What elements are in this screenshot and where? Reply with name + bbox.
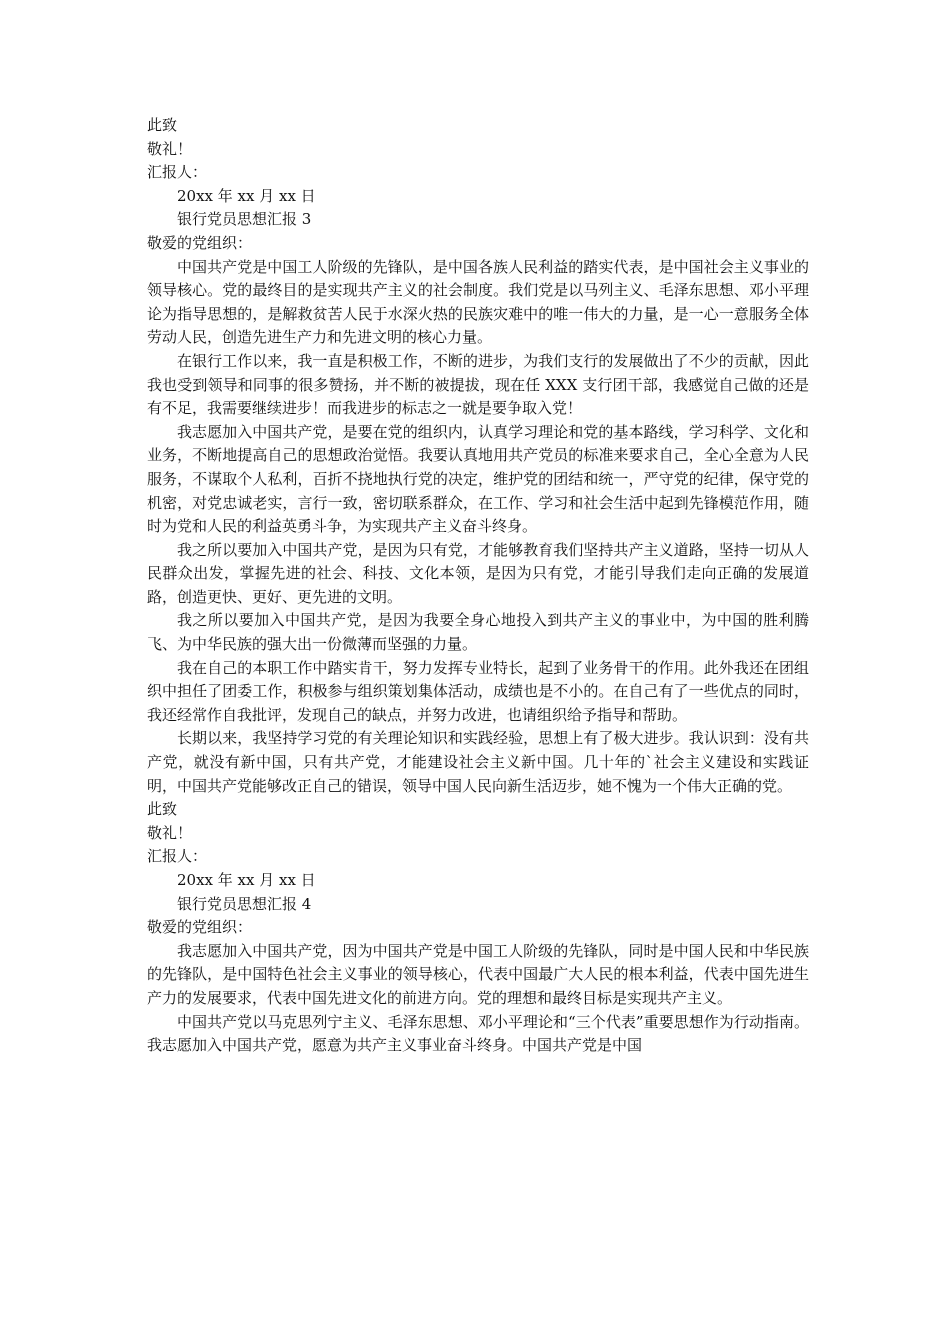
paragraph: 我在自己的本职工作中踏实肯干，努力发挥专业特长，起到了业务骨干的作用。此外我还在团组织中担任了团委工作，积极参与组织策划集体活动，成绩也是不小的。在自己有了一些优点的同时，我还经常作自我批评，发现自己的缺点，并努力改进，也请组织给予指导和帮助。 [147, 658, 809, 724]
closing-salute-2: 敬礼！ [147, 823, 193, 842]
paragraph: 长期以来，我坚持学习党的有关理论知识和实践经验，思想上有了极大进步。我认识到：没有共产党，就没有新中国，只有共产党，才能建设社会主义新中国。几十年的`社会主义建设和实践证明，中国共产党能够改正自己的错误，领导中国人民向新生活迈步，她不愧为一个伟大正确的党。 [147, 729, 809, 795]
closing-salute-1: 此致 [147, 800, 178, 819]
paragraph: 我之所以要加入中国共产党，是因为只有党，才能够教育我们坚持共产主义道路，坚持一切从人民群众出发，掌握先进的社会、科技、文化本领，是因为只有党，才能引导我们走向正确的发展道路，创造更快、更好、更先进的文明。 [147, 540, 809, 606]
report-date: 20xx 年 xx 月 xx 日 [177, 186, 316, 205]
greeting: 敬爱的党组织： [147, 918, 253, 937]
greeting: 敬爱的党组织： [147, 233, 253, 252]
section-title: 银行党员思想汇报 4 [177, 894, 312, 913]
paragraph: 我之所以要加入中国共产党，是因为我要全身心地投入到共产主义的事业中，为中国的胜利腾飞、为中华民族的强大出一份微薄而坚强的力量。 [147, 611, 809, 654]
reporter-label: 汇报人： [147, 163, 208, 182]
paragraph: 我志愿加入中国共产党，因为中国共产党是中国工人阶级的先锋队，同时是中国人民和中华民族的先锋队，是中国特色社会主义事业的领导核心，代表中国最广大人民的根本利益，代表中国先进生产力的发展要求，代表中国先进文化的前进方向。党的理想和最终目标是实现共产主义。 [147, 941, 809, 1007]
closing-salute-1: 此致 [147, 116, 178, 134]
reporter-label: 汇报人： [147, 847, 208, 866]
section-title: 银行党员思想汇报 3 [177, 210, 312, 229]
document-page [147, 114, 809, 1058]
paragraph: 中国共产党以马克思列宁主义、毛泽东思想、邓小平理论和“三个代表”重要思想作为行动指南。我志愿加入中国共产党，愿意为共产主义事业奋斗终身。中国共产党是中国 [147, 1012, 809, 1055]
paragraph: 中国共产党是中国工人阶级的先锋队，是中国各族人民利益的踏实代表，是中国社会主义事业的领导核心。党的最终目的是实现共产主义的社会制度。我们党是以马列主义、毛泽东思想、邓小平理论为指导思想的，是解救贫苦人民于水深火热的民族灾难中的唯一伟大的力量，是一心一意服务全体劳动人民，创造先进生产力和先进文明的核心力量。 [147, 257, 809, 347]
paragraph: 我志愿加入中国共产党，是要在党的组织内，认真学习理论和党的基本路线，学习科学、文化和业务，不断地提高自己的思想政治觉悟。我要认真地用共产党员的标准来要求自己，全心全意为人民服务，不谋取个人私利，百折不挠地执行党的决定，维护党的团结和统一，严守党的纪律，保守党的机密，对党忠诚老实，言行一致，密切联系群众，在工作、学习和社会生活中起到先锋模范作用，随时为党和人民的利益英勇斗争，为实现共产主义奋斗终身。 [147, 422, 809, 536]
paragraph: 在银行工作以来，我一直是积极工作，不断的进步，为我们支行的发展做出了不少的贡献，因此我也受到领导和同事的很多赞扬，并不断的被提拔，现在任 XXX 支行团干部，我感觉自己做的还是有不足，我需要继续进步！而我进步的标志之一就是要争取入党！ [147, 351, 809, 418]
report-date: 20xx 年 xx 月 xx 日 [177, 871, 316, 889]
closing-salute-2: 敬礼！ [147, 139, 193, 158]
